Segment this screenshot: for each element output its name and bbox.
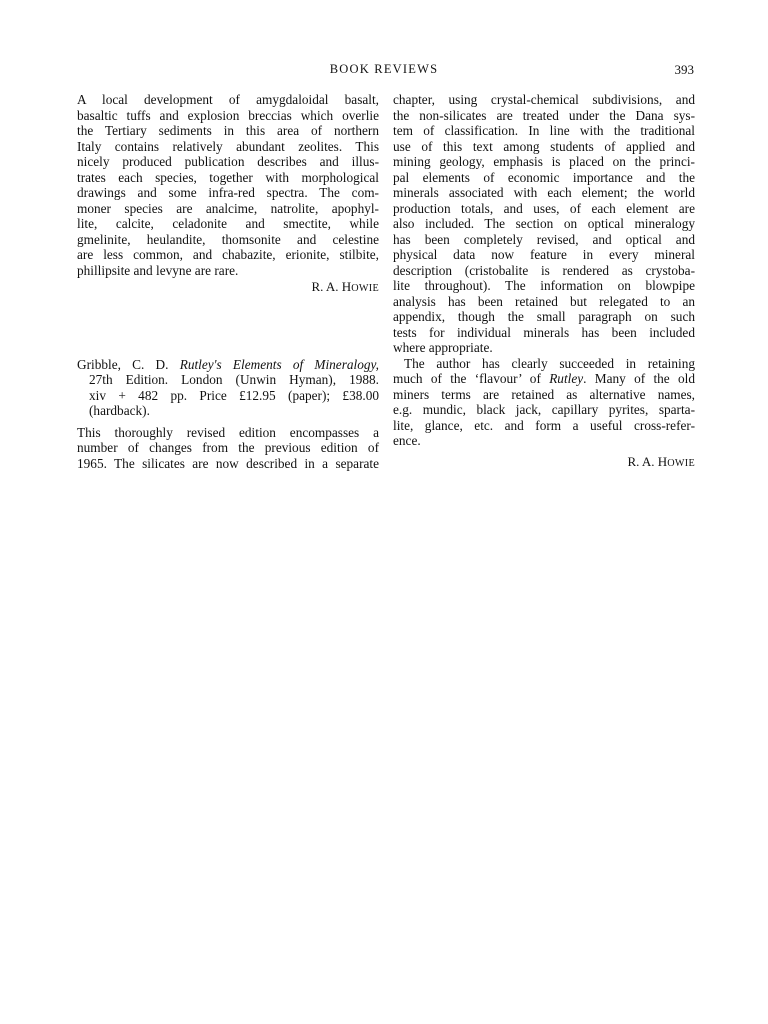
signature-smallcaps: OWIE (667, 457, 695, 469)
text-line: A local development of amygdaloidal basalt, (77, 92, 379, 107)
text-line: description (cristobalite is rendered as crystoba- (393, 262, 695, 278)
left-column (77, 92, 379, 471)
text-line: Italy contains relatively abundant zeolites. This (77, 138, 379, 154)
text-line: 1965. The silicates are now described in a separate (77, 455, 379, 471)
text-line: are less common, and chabazite, erionite, stilbite, (77, 247, 379, 262)
text-line: also included. The section on optical mineralogy (393, 216, 695, 231)
text-line: drawings and some infra-red spectra. The com- (77, 185, 379, 200)
page-number: 393 (674, 62, 694, 77)
text-line: miners terms are retained as alternative names, (393, 386, 695, 402)
text-line: lite throughout). The information on blowpipe (393, 278, 695, 293)
text-line: has been completely revised, and optical and (393, 231, 695, 247)
text-line: production totals, and uses, of each element are (393, 200, 695, 216)
text-line: tem of classification. In line with the traditional (393, 123, 695, 138)
text-line: physical data now feature in every mineral (393, 247, 695, 262)
text-line: nicely produced publication describes and illus- (77, 154, 379, 169)
signature-smallcaps: OWIE (351, 283, 379, 294)
text-line: minerals associated with each element; the world (393, 185, 695, 200)
text-line: appendix, though the small paragraph on such (393, 309, 695, 324)
text-line (393, 371, 695, 387)
citation-line: 27th Edition. London (Unwin Hyman), 1988. (89, 372, 379, 387)
text-line: pal elements of economic importance and the (393, 169, 695, 185)
text-line: where appropriate. (393, 340, 493, 355)
text-line: mining geology, emphasis is placed on the princi- (393, 154, 695, 169)
citation-book-title: Rutley's Elements of Mineralogy, (179, 356, 380, 372)
text-line: phillipsite and levyne are rare. (77, 262, 239, 278)
text-line: basaltic tuffs and explosion breccias which overlie (77, 107, 379, 123)
signature-initials: R. A. H (627, 453, 668, 469)
review2-body-left (77, 425, 379, 472)
text-segment: much of the ‘flavour’ of (393, 371, 550, 386)
citation-line (77, 357, 379, 373)
text-line: tests for individual minerals has been included (393, 324, 695, 340)
header-title: BOOK REVIEWS (329, 62, 439, 76)
review2-citation (77, 357, 379, 419)
citation-line: (hardback). (89, 403, 150, 418)
text-line: chapter, using crystal-chemical subdivisions, and (393, 92, 695, 107)
review1-signature (77, 279, 379, 295)
text-line: The author has clearly succeeded in retaining (404, 355, 695, 371)
review2-body-right (393, 92, 695, 356)
text-line: the non-silicates are treated under the Dana sys- (393, 107, 695, 123)
text-line: lite, glance, etc. and form a useful cross-refer- (393, 417, 695, 433)
signature-initials: R. A. H (311, 279, 352, 294)
text-line: This thoroughly revised edition encompasses a (77, 424, 379, 440)
text-segment: . Many of the old (583, 371, 695, 386)
review2-paragraph-2 (393, 356, 695, 449)
text-line: use of this text among students of applied and (393, 138, 695, 154)
citation-line: xiv + 482 pp. Price £12.95 (paper); £38.00 (89, 387, 379, 403)
text-line: number of changes from the previous edition of (77, 440, 379, 455)
review1-paragraph (77, 92, 379, 278)
review2-signature (393, 454, 695, 470)
text-line: moner species are analcime, natrolite, apophyl- (77, 200, 379, 216)
text-line: ence. (393, 433, 421, 448)
text-line: trates each species, together with morphological (77, 169, 379, 185)
right-column (393, 92, 695, 469)
text-line: gmelinite, heulandite, thomsonite and celestine (77, 231, 379, 247)
text-line: lite, calcite, celadonite and smectite, while (77, 216, 379, 231)
text-line: the Tertiary sediments in this area of northern (77, 123, 379, 138)
text-line: analysis has been retained but relegated to an (393, 293, 695, 309)
text-line: e.g. mundic, black jack, capillary pyrites, sparta- (393, 402, 695, 417)
citation-author: Gribble, C. D. (77, 356, 169, 372)
book-title-italic: Rutley (549, 371, 584, 386)
